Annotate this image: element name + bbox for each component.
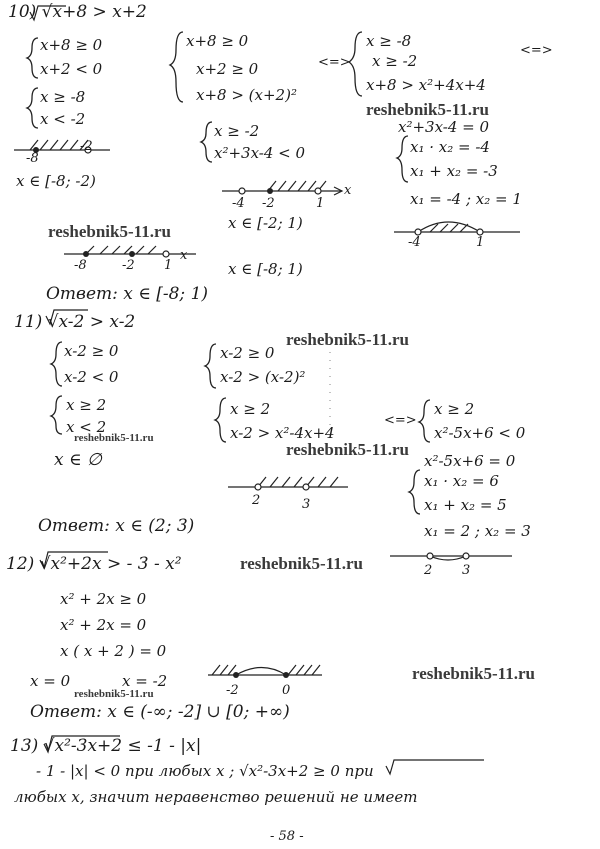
p11-vieta-2: x₁ + x₂ = 5 (424, 496, 507, 514)
p11-vieta-1: x₁ · x₂ = 6 (424, 472, 499, 490)
p11-axis2-label-1: 2 (424, 563, 433, 578)
p10-ans1: x ∈ [-8; -2) (16, 172, 96, 190)
p11-equiv: <=> (384, 413, 417, 428)
p12-line-1: x² + 2x ≥ 0 (60, 590, 147, 608)
watermark: reshebnik5-11.ru (366, 100, 489, 119)
p10-sysC-2: x+2 ≥ 0 (196, 60, 259, 78)
p10-axis2-label-1: -4 (232, 196, 245, 211)
page-number: - 58 - (270, 829, 304, 844)
p10-ans3: x ∈ [-8; 1) (228, 260, 303, 278)
p10-axis4-label-3: 1 (164, 258, 173, 273)
p10-sysD-3: x+8 > x²+4x+4 (366, 76, 486, 94)
p11-final-answer: Ответ: x ∈ (2; 3) (38, 516, 195, 536)
p10-sysC-1: x+8 ≥ 0 (186, 32, 249, 50)
p11-sysB-1: x ≥ 2 (66, 396, 107, 414)
p10-sysB-2: x < -2 (40, 110, 86, 128)
p11-sysA-1: x-2 ≥ 0 (64, 342, 119, 360)
p10-axis1-label-2: -2 (80, 139, 93, 154)
p10-axis1-label-1: -8 (26, 151, 39, 166)
p10-axis2-label-3: 1 (316, 196, 325, 211)
p10-equiv-2: <=> (520, 43, 553, 58)
p11-quad: x²-5x+6 = 0 (424, 452, 516, 470)
watermark: reshebnik5-11.ru (48, 222, 171, 241)
watermark: reshebnik5-11.ru (240, 554, 363, 573)
p10-quad: x²+3x-4 = 0 (398, 118, 490, 136)
p10-equiv-1: <=> (318, 55, 351, 70)
p10-axis4-label-2: -2 (122, 258, 135, 273)
p11-axis1-label-2: 3 (302, 497, 311, 512)
p13-line-2: любых x, значит неравенство решений не имеет (14, 788, 418, 806)
watermark: reshebnik5-11.ru (412, 664, 535, 683)
p11-sysB-2: x < 2 (66, 418, 107, 436)
p11-sysA-2: x-2 < 0 (64, 368, 119, 386)
p12-root-1: x = 0 (30, 672, 71, 690)
p10-axis2-label-4: x (344, 183, 352, 198)
p10-axis3-label-1: -4 (408, 235, 421, 250)
p12-line-3: x ( x + 2 ) = 0 (60, 642, 167, 660)
p10-sysC-3: x+8 > (x+2)² (196, 86, 297, 104)
p10-sysD-2: x ≥ -2 (372, 52, 418, 70)
p11-sysD-1: x ≥ 2 (230, 400, 271, 418)
p11-sysC-1: x-2 ≥ 0 (220, 344, 275, 362)
p12-axis-label-2: 0 (282, 683, 291, 698)
p10-axis4-label-1: -8 (74, 258, 87, 273)
p10-sysA-1: x+8 ≥ 0 (40, 36, 103, 54)
p10-vieta-2: x₁ + x₂ = -3 (410, 162, 498, 180)
p10-sysB-1: x ≥ -8 (40, 88, 86, 106)
p10-ans2: x ∈ [-2; 1) (228, 214, 303, 232)
p10-axis4-label-4: x (180, 248, 188, 263)
p13-line-1: - 1 - |x| < 0 при любых x ; √x²-3x+2 ≥ 0 при (36, 762, 374, 780)
problem-13-header: 13) √x²-3x+2 ≤ -1 - |x| (10, 736, 202, 756)
p11-axis1-label-1: 2 (252, 493, 261, 508)
p10-sysE-2: x²+3x-4 < 0 (214, 144, 306, 162)
p10-sysA-2: x+2 < 0 (40, 60, 103, 78)
p10-axis3-label-2: 1 (476, 235, 485, 250)
p11-sysE-2: x²-5x+6 < 0 (434, 424, 526, 442)
p10-sysE-1: x ≥ -2 (214, 122, 260, 140)
problem-10-header: 10) √x+8 > x+2 (8, 2, 147, 22)
p11-axis2-label-2: 3 (462, 563, 471, 578)
p11-sysE-1: x ≥ 2 (434, 400, 475, 418)
p11-sysD-2: x-2 > x²-4x+4 (230, 424, 335, 442)
watermark: reshebnik5-11.ru (74, 688, 154, 700)
watermark: reshebnik5-11.ru (286, 330, 409, 349)
p12-line-2: x² + 2x = 0 (60, 616, 147, 634)
p10-final-answer: Ответ: x ∈ [-8; 1) (46, 284, 209, 304)
p12-axis-label-1: -2 (226, 683, 239, 698)
p10-vieta-1: x₁ · x₂ = -4 (410, 138, 490, 156)
p12-root-2: x = -2 (122, 672, 168, 690)
p10-axis2-label-2: -2 (262, 196, 275, 211)
p12-final-answer: Ответ: x ∈ (-∞; -2] ∪ [0; +∞) (30, 702, 290, 722)
watermark: reshebnik5-11.ru (286, 440, 409, 459)
problem-12-header: 12) √x²+2x > - 3 - x² (6, 554, 182, 574)
p10-sysD-1: x ≥ -8 (366, 32, 412, 50)
p10-roots: x₁ = -4 ; x₂ = 1 (410, 190, 522, 208)
p11-roots: x₁ = 2 ; x₂ = 3 (424, 522, 531, 540)
p11-empty-answer: x ∈ ∅ (54, 450, 102, 470)
p11-sysC-2: x-2 > (x-2)² (220, 368, 306, 386)
problem-11-header: 11) √x-2 > x-2 (14, 312, 136, 332)
watermark: reshebnik5-11.ru (74, 432, 154, 444)
